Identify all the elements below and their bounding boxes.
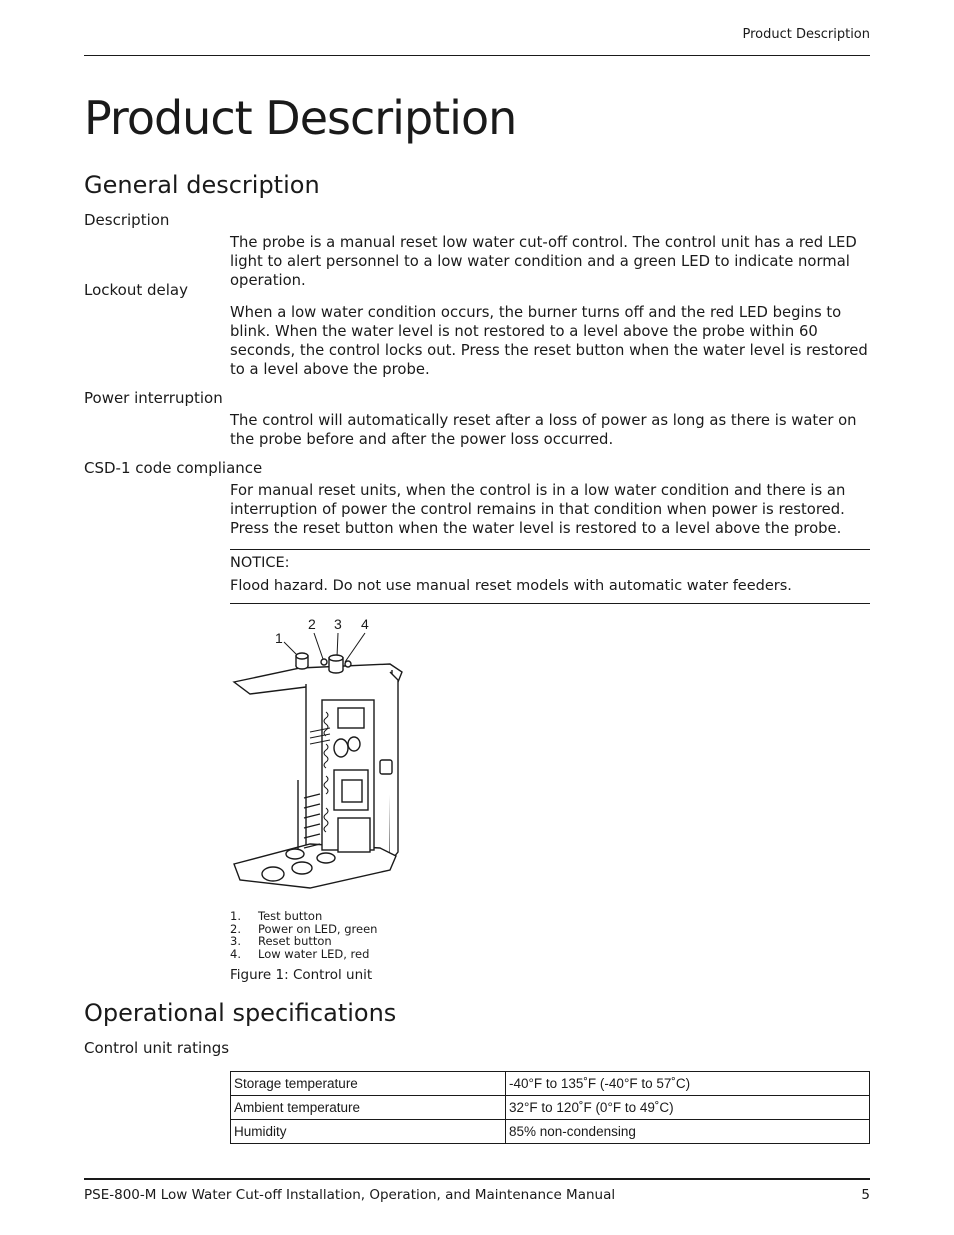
control-unit-drawing	[230, 612, 420, 902]
callout-4: 4	[361, 616, 369, 632]
table-row	[231, 1072, 870, 1096]
csd1-label: CSD-1 code compliance	[84, 459, 263, 477]
power-interruption-text: The control will automatically reset after a loss of power as long as there is water on the probe before and after the power loss occurred.	[230, 412, 857, 448]
page-footer	[84, 1187, 870, 1203]
table-cell: Ambient temperature	[231, 1096, 506, 1120]
legend-item	[230, 948, 377, 961]
notice-title: NOTICE:	[230, 555, 290, 571]
control-unit-ratings-label: Control unit ratings	[84, 1039, 230, 1057]
legend-item	[230, 935, 377, 948]
lockout-delay-text: When a low water condition occurs, the burner turns off and the red LED begins to blink. When the water level is not restored to a level above the probe within 60 seconds, the control locks out. Press the reset button when the water level is restored to a level above the probe.	[230, 304, 868, 378]
table-row	[231, 1120, 870, 1144]
page-title: Product Description	[84, 91, 517, 145]
description-text: The probe is a manual reset low water cut-off control. The control unit has a red LED light to alert personnel to a low water condition and a green LED to indicate normal operation.	[230, 234, 857, 289]
legend-text: Reset button	[258, 934, 332, 948]
table-cell: Storage temperature	[231, 1072, 506, 1096]
table-cell: -40°F to 135˚F (-40°F to 57˚C)	[506, 1072, 870, 1096]
footer-manual-title: PSE-800-M Low Water Cut-off Installation, Operation, and Maintenance Manual	[84, 1187, 616, 1203]
table-cell: 32°F to 120˚F (0°F to 49˚C)	[506, 1096, 870, 1120]
figure-legend	[230, 910, 377, 960]
table-cell: Humidity	[231, 1120, 506, 1144]
notice-box	[230, 549, 870, 604]
legend-number: 3.	[230, 934, 241, 948]
power-interruption-label: Power interruption	[84, 389, 223, 407]
callout-2: 2	[308, 616, 316, 632]
legend-number: 4.	[230, 946, 241, 961]
callout-1: 1	[275, 630, 283, 646]
running-header: Product Description	[742, 27, 870, 42]
control-unit-figure	[230, 612, 420, 902]
header-rule	[84, 55, 870, 56]
legend-number: 2.	[230, 921, 241, 936]
description-label: Description	[84, 211, 170, 229]
figure-caption: Figure 1: Control unit	[230, 967, 373, 983]
page-number: 5	[861, 1187, 870, 1203]
callout-3: 3	[334, 616, 342, 632]
table-row	[231, 1096, 870, 1120]
lockout-delay-label: Lockout delay	[84, 281, 188, 299]
ratings-table	[230, 1071, 870, 1144]
footer-rule	[84, 1178, 870, 1180]
legend-number: 1.	[230, 909, 241, 923]
section-heading-general: General description	[84, 171, 320, 199]
table-cell: 85% non-condensing	[506, 1120, 870, 1144]
legend-item	[230, 910, 377, 923]
legend-text: Power on LED, green	[258, 921, 378, 936]
legend-text: Low water LED, red	[258, 946, 370, 961]
legend-text: Test button	[258, 909, 323, 923]
notice-text: Flood hazard. Do not use manual reset models with automatic water feeders.	[230, 578, 792, 594]
csd1-text: For manual reset units, when the control is in a low water condition and there is an interruption of power the control remains in that condition when power is restored. Press the reset button when the water level is restored to a level above the probe.	[230, 482, 846, 537]
section-heading-operational: Operational specifications	[84, 999, 397, 1027]
